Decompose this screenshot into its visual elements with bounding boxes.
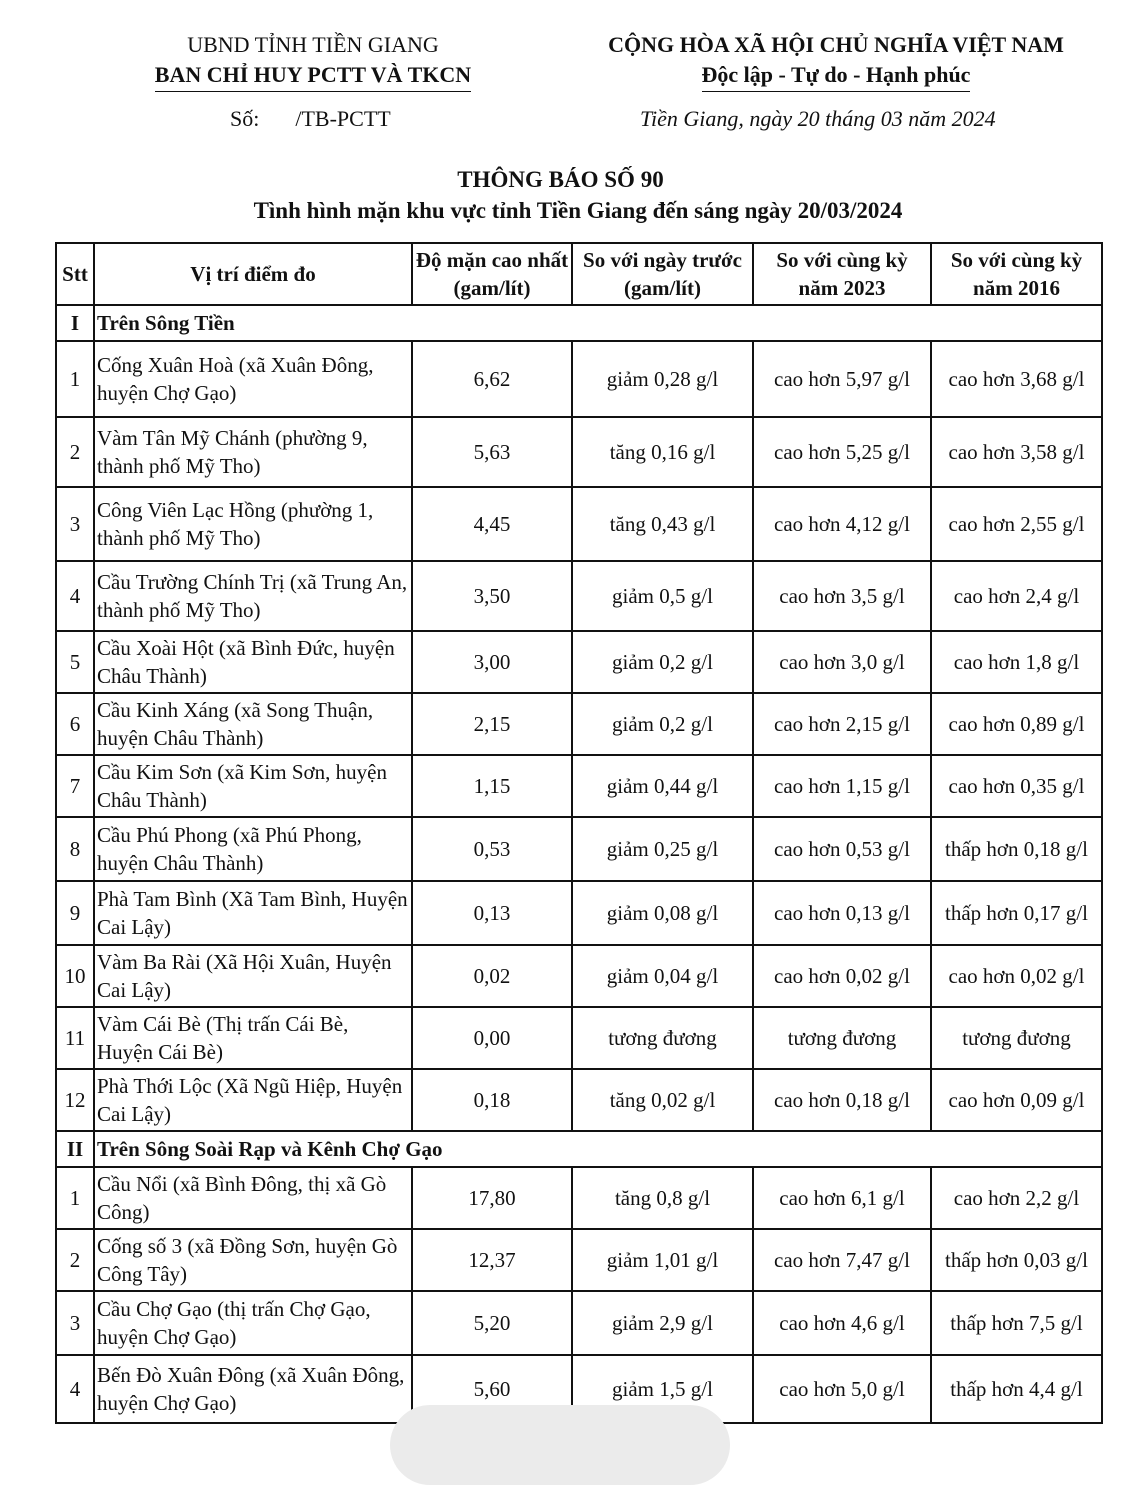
cell-vs-2016: cao hơn 2,55 g/l	[931, 487, 1102, 561]
cell-max-salinity: 3,00	[412, 631, 572, 693]
cell-stt: 7	[56, 755, 94, 817]
cell-max-salinity: 3,50	[412, 561, 572, 631]
cell-vs-previous-day: giảm 0,5 g/l	[572, 561, 753, 631]
cell-vs-2023: cao hơn 4,6 g/l	[753, 1291, 931, 1355]
cell-vs-previous-day: giảm 0,08 g/l	[572, 881, 753, 945]
header-vs-2023: So với cùng kỳ năm 2023	[753, 243, 931, 305]
salinity-table	[55, 242, 1103, 1424]
table-row	[56, 817, 1102, 881]
agency-parent: UBND TỈNH TIỀN GIANG	[187, 32, 439, 57]
table-row	[56, 1291, 1102, 1355]
cell-vs-2023: cao hơn 2,15 g/l	[753, 693, 931, 755]
table-row	[56, 1229, 1102, 1291]
cell-vs-2023: cao hơn 5,25 g/l	[753, 417, 931, 487]
cell-max-salinity: 0,53	[412, 817, 572, 881]
cell-stt: 4	[56, 1355, 94, 1423]
cell-vs-previous-day: giảm 1,5 g/l	[572, 1355, 753, 1423]
cell-location: Cầu Kim Sơn (xã Kim Sơn, huyện Châu Thành)	[94, 755, 412, 817]
header-vs-previous-day: So với ngày trước (gam/lít)	[572, 243, 753, 305]
section-title: Trên Sông Soài Rạp và Kênh Chợ Gạo	[94, 1131, 1102, 1167]
cell-vs-previous-day: tăng 0,16 g/l	[572, 417, 753, 487]
cell-vs-2016: cao hơn 0,89 g/l	[931, 693, 1102, 755]
table-row	[56, 1007, 1102, 1069]
cell-max-salinity: 17,80	[412, 1167, 572, 1229]
cell-location: Bến Đò Xuân Đông (xã Xuân Đông, huyện Chợ Gạo)	[94, 1355, 412, 1423]
table-row	[56, 945, 1102, 1007]
cell-location: Phà Tam Bình (Xã Tam Bình, Huyện Cai Lậy)	[94, 881, 412, 945]
document-number-suffix: /TB-PCTT	[295, 106, 391, 131]
cell-max-salinity: 0,02	[412, 945, 572, 1007]
table-row	[56, 487, 1102, 561]
cell-stt: 8	[56, 817, 94, 881]
cell-vs-previous-day: giảm 2,9 g/l	[572, 1291, 753, 1355]
cell-location: Cầu Phú Phong (xã Phú Phong, huyện Châu Thành)	[94, 817, 412, 881]
table-header-row	[56, 243, 1102, 305]
cell-location: Cầu Chợ Gạo (thị trấn Chợ Gạo, huyện Chợ Gạo)	[94, 1291, 412, 1355]
cell-vs-2023: cao hơn 0,53 g/l	[753, 817, 931, 881]
cell-max-salinity: 4,45	[412, 487, 572, 561]
cell-max-salinity: 6,62	[412, 341, 572, 417]
table-row	[56, 561, 1102, 631]
issuing-agency	[128, 30, 498, 92]
cell-max-salinity: 12,37	[412, 1229, 572, 1291]
header-location: Vị trí điểm đo	[94, 243, 412, 305]
cell-vs-2023: cao hơn 5,97 g/l	[753, 341, 931, 417]
section-title: Trên Sông Tiền	[94, 305, 1102, 341]
cell-stt: 11	[56, 1007, 94, 1069]
cell-vs-previous-day: giảm 0,2 g/l	[572, 693, 753, 755]
cell-vs-2023: cao hơn 3,0 g/l	[753, 631, 931, 693]
national-heading	[566, 30, 1106, 92]
table-row	[56, 631, 1102, 693]
table-row	[56, 1167, 1102, 1229]
national-motto: Độc lập - Tự do - Hạnh phúc	[702, 60, 971, 92]
cell-stt: 10	[56, 945, 94, 1007]
cell-vs-previous-day: giảm 0,04 g/l	[572, 945, 753, 1007]
notice-subtitle: Tình hình mặn khu vực tỉnh Tiền Giang đến sáng ngày 20/03/2024	[253, 198, 903, 223]
table-row	[56, 417, 1102, 487]
section-row	[56, 1131, 1102, 1167]
cell-location: Công Viên Lạc Hồng (phường 1, thành phố Mỹ Tho)	[94, 487, 412, 561]
cell-vs-2016: cao hơn 0,35 g/l	[931, 755, 1102, 817]
cell-stt: 1	[56, 341, 94, 417]
cell-max-salinity: 5,60	[412, 1355, 572, 1423]
cell-stt: 1	[56, 1167, 94, 1229]
table-row	[56, 341, 1102, 417]
cell-vs-2023: cao hơn 5,0 g/l	[753, 1355, 931, 1423]
cell-stt: 6	[56, 693, 94, 755]
cell-max-salinity: 5,20	[412, 1291, 572, 1355]
section-number: I	[56, 305, 94, 341]
cell-max-salinity: 0,18	[412, 1069, 572, 1131]
cell-max-salinity: 1,15	[412, 755, 572, 817]
cell-vs-2016: cao hơn 0,02 g/l	[931, 945, 1102, 1007]
cell-vs-2016: cao hơn 1,8 g/l	[931, 631, 1102, 693]
cell-vs-previous-day: giảm 0,28 g/l	[572, 341, 753, 417]
document-date: Tiền Giang, ngày 20 tháng 03 năm 2024	[640, 106, 996, 131]
cell-location: Cầu Kinh Xáng (xã Song Thuận, huyện Châu Thành)	[94, 693, 412, 755]
cell-vs-2016: thấp hơn 7,5 g/l	[931, 1291, 1102, 1355]
cell-stt: 9	[56, 881, 94, 945]
table-row	[56, 1069, 1102, 1131]
cell-vs-2023: tương đương	[753, 1007, 931, 1069]
cell-stt: 2	[56, 417, 94, 487]
cell-location: Cống số 3 (xã Đồng Sơn, huyện Gò Công Tây)	[94, 1229, 412, 1291]
cell-location: Cầu Trường Chính Trị (xã Trung An, thành phố Mỹ Tho)	[94, 561, 412, 631]
cell-location: Cống Xuân Hoà (xã Xuân Đông, huyện Chợ Gạo)	[94, 341, 412, 417]
cell-location: Cầu Xoài Hột (xã Bình Đức, huyện Châu Thành)	[94, 631, 412, 693]
header-max-salinity: Độ mặn cao nhất (gam/lít)	[412, 243, 572, 305]
header-vs-2016: So với cùng kỳ năm 2016	[931, 243, 1102, 305]
cell-location: Vàm Cái Bè (Thị trấn Cái Bè, Huyện Cái Bè)	[94, 1007, 412, 1069]
cell-vs-2016: cao hơn 0,09 g/l	[931, 1069, 1102, 1131]
cell-location: Vàm Tân Mỹ Chánh (phường 9, thành phố Mỹ Tho)	[94, 417, 412, 487]
section-number: II	[56, 1131, 94, 1167]
cell-vs-2023: cao hơn 4,12 g/l	[753, 487, 931, 561]
cell-stt: 12	[56, 1069, 94, 1131]
cell-vs-2023: cao hơn 3,5 g/l	[753, 561, 931, 631]
cell-stt: 3	[56, 1291, 94, 1355]
cell-stt: 4	[56, 561, 94, 631]
cell-vs-previous-day: tăng 0,02 g/l	[572, 1069, 753, 1131]
cell-vs-2016: tương đương	[931, 1007, 1102, 1069]
notice-title: THÔNG BÁO SỐ 90	[457, 167, 664, 192]
cell-stt: 3	[56, 487, 94, 561]
cell-vs-previous-day: giảm 0,44 g/l	[572, 755, 753, 817]
table-body	[56, 305, 1102, 1423]
cell-vs-previous-day: giảm 0,25 g/l	[572, 817, 753, 881]
cell-stt: 2	[56, 1229, 94, 1291]
cell-vs-previous-day: giảm 1,01 g/l	[572, 1229, 753, 1291]
header-stt: Stt	[56, 243, 94, 305]
cell-vs-previous-day: tăng 0,8 g/l	[572, 1167, 753, 1229]
cell-max-salinity: 5,63	[412, 417, 572, 487]
cell-vs-2016: cao hơn 3,58 g/l	[931, 417, 1102, 487]
cell-vs-2016: cao hơn 2,4 g/l	[931, 561, 1102, 631]
cell-vs-2016: thấp hơn 0,03 g/l	[931, 1229, 1102, 1291]
cell-vs-2016: thấp hơn 4,4 g/l	[931, 1355, 1102, 1423]
cell-vs-previous-day: tăng 0,43 g/l	[572, 487, 753, 561]
table-row	[56, 755, 1102, 817]
cell-location: Phà Thới Lộc (Xã Ngũ Hiệp, Huyện Cai Lậy)	[94, 1069, 412, 1131]
cell-vs-2016: cao hơn 2,2 g/l	[931, 1167, 1102, 1229]
cell-vs-2023: cao hơn 0,02 g/l	[753, 945, 931, 1007]
document-number	[230, 106, 391, 132]
national-title: CỘNG HÒA XÃ HỘI CHỦ NGHĨA VIỆT NAM	[608, 32, 1064, 57]
cell-max-salinity: 0,00	[412, 1007, 572, 1069]
cell-max-salinity: 2,15	[412, 693, 572, 755]
table-row	[56, 693, 1102, 755]
section-row	[56, 305, 1102, 341]
cell-stt: 5	[56, 631, 94, 693]
cell-vs-2023: cao hơn 1,15 g/l	[753, 755, 931, 817]
cell-vs-2016: thấp hơn 0,18 g/l	[931, 817, 1102, 881]
cell-vs-2023: cao hơn 0,13 g/l	[753, 881, 931, 945]
watermark-overlay	[390, 1405, 730, 1485]
cell-location: Cầu Nổi (xã Bình Đông, thị xã Gò Công)	[94, 1167, 412, 1229]
agency-name: BAN CHỈ HUY PCTT VÀ TKCN	[155, 60, 471, 92]
cell-vs-previous-day: tương đương	[572, 1007, 753, 1069]
cell-vs-2023: cao hơn 7,47 g/l	[753, 1229, 931, 1291]
cell-vs-2016: thấp hơn 0,17 g/l	[931, 881, 1102, 945]
cell-vs-2023: cao hơn 6,1 g/l	[753, 1167, 931, 1229]
table-row	[56, 881, 1102, 945]
document-number-label: Số:	[230, 106, 260, 131]
cell-vs-2016: cao hơn 3,68 g/l	[931, 341, 1102, 417]
cell-vs-previous-day: giảm 0,2 g/l	[572, 631, 753, 693]
cell-location: Vàm Ba Rài (Xã Hội Xuân, Huyện Cai Lậy)	[94, 945, 412, 1007]
cell-vs-2023: cao hơn 0,18 g/l	[753, 1069, 931, 1131]
cell-max-salinity: 0,13	[412, 881, 572, 945]
